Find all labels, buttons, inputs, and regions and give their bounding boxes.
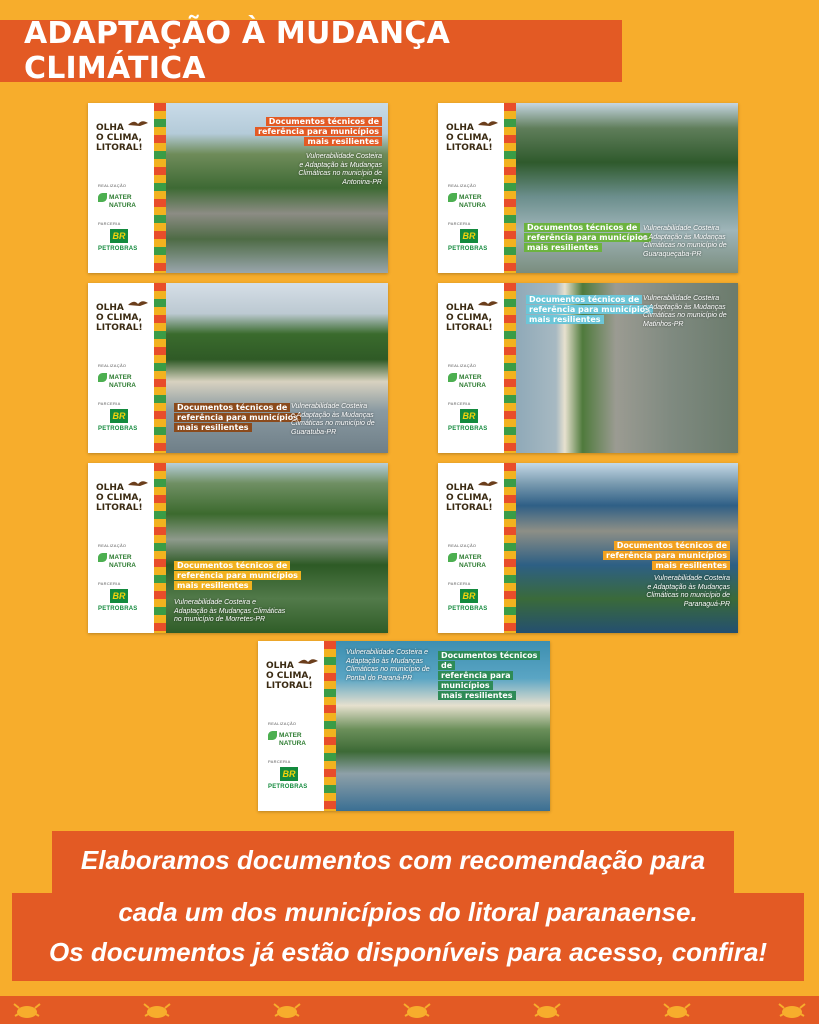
leaf-icon (448, 193, 457, 202)
br-logo: BR (460, 589, 478, 603)
parceria-label: PARCERIA (448, 221, 471, 226)
card-brand-panel (258, 641, 324, 811)
br-logo: BR (110, 409, 128, 423)
realizacao-label: REALIZAÇÃO (448, 363, 477, 368)
leaf-icon (98, 193, 107, 202)
message-box-bottom (12, 893, 804, 981)
message-box-top (52, 831, 734, 893)
parceria-label: PARCERIA (98, 221, 121, 226)
message-line-3: Os documentos já estão disponíveis para acesso, confira! (48, 937, 768, 967)
color-stripe (504, 283, 516, 453)
parceria-label: PARCERIA (448, 401, 471, 406)
olha-o-clima-logo: OLHA O CLIMA, LITORAL! (446, 303, 502, 333)
document-card-pontal-do-parana[interactable] (258, 641, 550, 811)
realizacao-label: REALIZAÇÃO (98, 363, 127, 368)
bird-icon (128, 119, 148, 129)
realizacao-label: REALIZAÇÃO (448, 183, 477, 188)
bird-icon (478, 479, 498, 489)
leaf-icon (448, 553, 457, 562)
br-logo: BR (460, 409, 478, 423)
petrobras-label: PETROBRAS (98, 426, 138, 432)
color-stripe (154, 283, 166, 453)
parceria-label: PARCERIA (268, 759, 291, 764)
olha-o-clima-logo: OLHA O CLIMA, LITORAL! (96, 303, 152, 333)
realizacao-label: REALIZAÇÃO (448, 543, 477, 548)
document-card-guaratuba[interactable] (88, 283, 388, 453)
leaf-icon (98, 373, 107, 382)
card-brand-panel (438, 463, 504, 633)
parceria-label: PARCERIA (98, 581, 121, 586)
card-tag: Documentos técnicos de referência para municípios mais resilientes (174, 403, 301, 433)
mater-natura-logo: MATER NATURA (98, 553, 136, 569)
card-brand-panel (88, 463, 154, 633)
card-tag: Documentos técnicos de referência para municípios mais resilientes (174, 561, 301, 591)
crab-icon (775, 998, 809, 1020)
bird-icon (478, 119, 498, 129)
petrobras-label: PETROBRAS (98, 606, 138, 612)
document-card-antonina[interactable] (88, 103, 388, 273)
card-brand-panel (438, 283, 504, 453)
br-logo: BR (110, 589, 128, 603)
mater-natura-logo: MATER NATURA (268, 731, 306, 747)
realizacao-label: REALIZAÇÃO (98, 543, 127, 548)
olha-o-clima-logo: OLHA O CLIMA, LITORAL! (266, 661, 322, 691)
card-subtitle: Vulnerabilidade Costeira e Adaptação às Mudanças Climáticas no município de Guaratuba-PR (291, 403, 375, 436)
crab-icon (140, 998, 174, 1020)
card-brand-panel (88, 283, 154, 453)
color-stripe (324, 641, 336, 811)
petrobras-label: PETROBRAS (448, 606, 488, 612)
petrobras-label: PETROBRAS (98, 246, 138, 252)
realizacao-label: REALIZAÇÃO (98, 183, 127, 188)
color-stripe (154, 463, 166, 633)
card-tag: Documentos técnicos de referência para municípios mais resilientes (255, 117, 382, 147)
bird-icon (128, 299, 148, 309)
document-card-paranagua[interactable] (438, 463, 738, 633)
mater-natura-logo: MATER NATURA (98, 373, 136, 389)
crab-icon (270, 998, 304, 1020)
olha-o-clima-logo: OLHA O CLIMA, LITORAL! (96, 483, 152, 513)
mater-natura-logo: MATER NATURA (448, 193, 486, 209)
card-tag: Documentos técnicos de referência para municípios mais resilientes (603, 541, 730, 571)
mater-natura-logo: MATER NATURA (98, 193, 136, 209)
mater-natura-logo: MATER NATURA (448, 373, 486, 389)
br-logo: BR (110, 229, 128, 243)
crab-icon (10, 998, 44, 1020)
card-tag: Documentos técnicos de referência para municípios mais resilientes (438, 651, 550, 701)
leaf-icon (448, 373, 457, 382)
leaf-icon (268, 731, 277, 740)
document-card-morretes[interactable] (88, 463, 388, 633)
card-subtitle: Vulnerabilidade Costeira e Adaptação às Mudanças Climáticas no município de Paranaguá-PR (646, 575, 730, 608)
card-tag: Documentos técnicos de referência para municípios mais resilientes (524, 223, 651, 253)
message-line-1: Elaboramos documentos com recomendação para (80, 845, 706, 875)
card-brand-panel (438, 103, 504, 273)
bird-icon (128, 479, 148, 489)
olha-o-clima-logo: OLHA O CLIMA, LITORAL! (446, 483, 502, 513)
card-subtitle: Vulnerabilidade Costeira e Adaptação às Mudanças Climáticas no município de Antonina-PR (298, 153, 382, 186)
message-line-2: cada um dos municípios do litoral paranaense. (118, 897, 698, 927)
bird-icon (478, 299, 498, 309)
parceria-label: PARCERIA (98, 401, 121, 406)
footer-crab-strip (0, 996, 819, 1024)
card-subtitle: Vulnerabilidade Costeira e Adaptação às Mudanças Climáticas no município de Matinhos-PR (643, 295, 727, 328)
leaf-icon (98, 553, 107, 562)
card-subtitle: Vulnerabilidade Costeira e Adaptação às Mudanças Climáticas no município de Morretes-PR (174, 599, 286, 623)
card-tag: Documentos técnicos de referência para municípios mais resilientes (526, 295, 653, 325)
br-logo: BR (280, 767, 298, 781)
crab-icon (660, 998, 694, 1020)
bird-icon (298, 657, 318, 667)
page-title: ADAPTAÇÃO À MUDANÇA CLIMÁTICA (24, 16, 450, 86)
petrobras-label: PETROBRAS (448, 426, 488, 432)
color-stripe (504, 103, 516, 273)
parceria-label: PARCERIA (448, 581, 471, 586)
petrobras-label: PETROBRAS (448, 246, 488, 252)
br-logo: BR (460, 229, 478, 243)
document-card-guaraquecaba[interactable] (438, 103, 738, 273)
title-banner (0, 16, 622, 86)
card-subtitle: Vulnerabilidade Costeira e Adaptação às Mudanças Climáticas no município de Guaraqueçaba-PR (643, 225, 727, 258)
card-subtitle: Vulnerabilidade Costeira e Adaptação às Mudanças Climáticas no município de Pontal do Paraná-PR (346, 649, 430, 682)
crab-icon (530, 998, 564, 1020)
realizacao-label: REALIZAÇÃO (268, 721, 297, 726)
olha-o-clima-logo: OLHA O CLIMA, LITORAL! (446, 123, 502, 153)
color-stripe (504, 463, 516, 633)
color-stripe (154, 103, 166, 273)
card-brand-panel (88, 103, 154, 273)
document-card-matinhos[interactable] (438, 283, 738, 453)
olha-o-clima-logo: OLHA O CLIMA, LITORAL! (96, 123, 152, 153)
petrobras-label: PETROBRAS (268, 784, 308, 790)
crab-icon (400, 998, 434, 1020)
mater-natura-logo: MATER NATURA (448, 553, 486, 569)
